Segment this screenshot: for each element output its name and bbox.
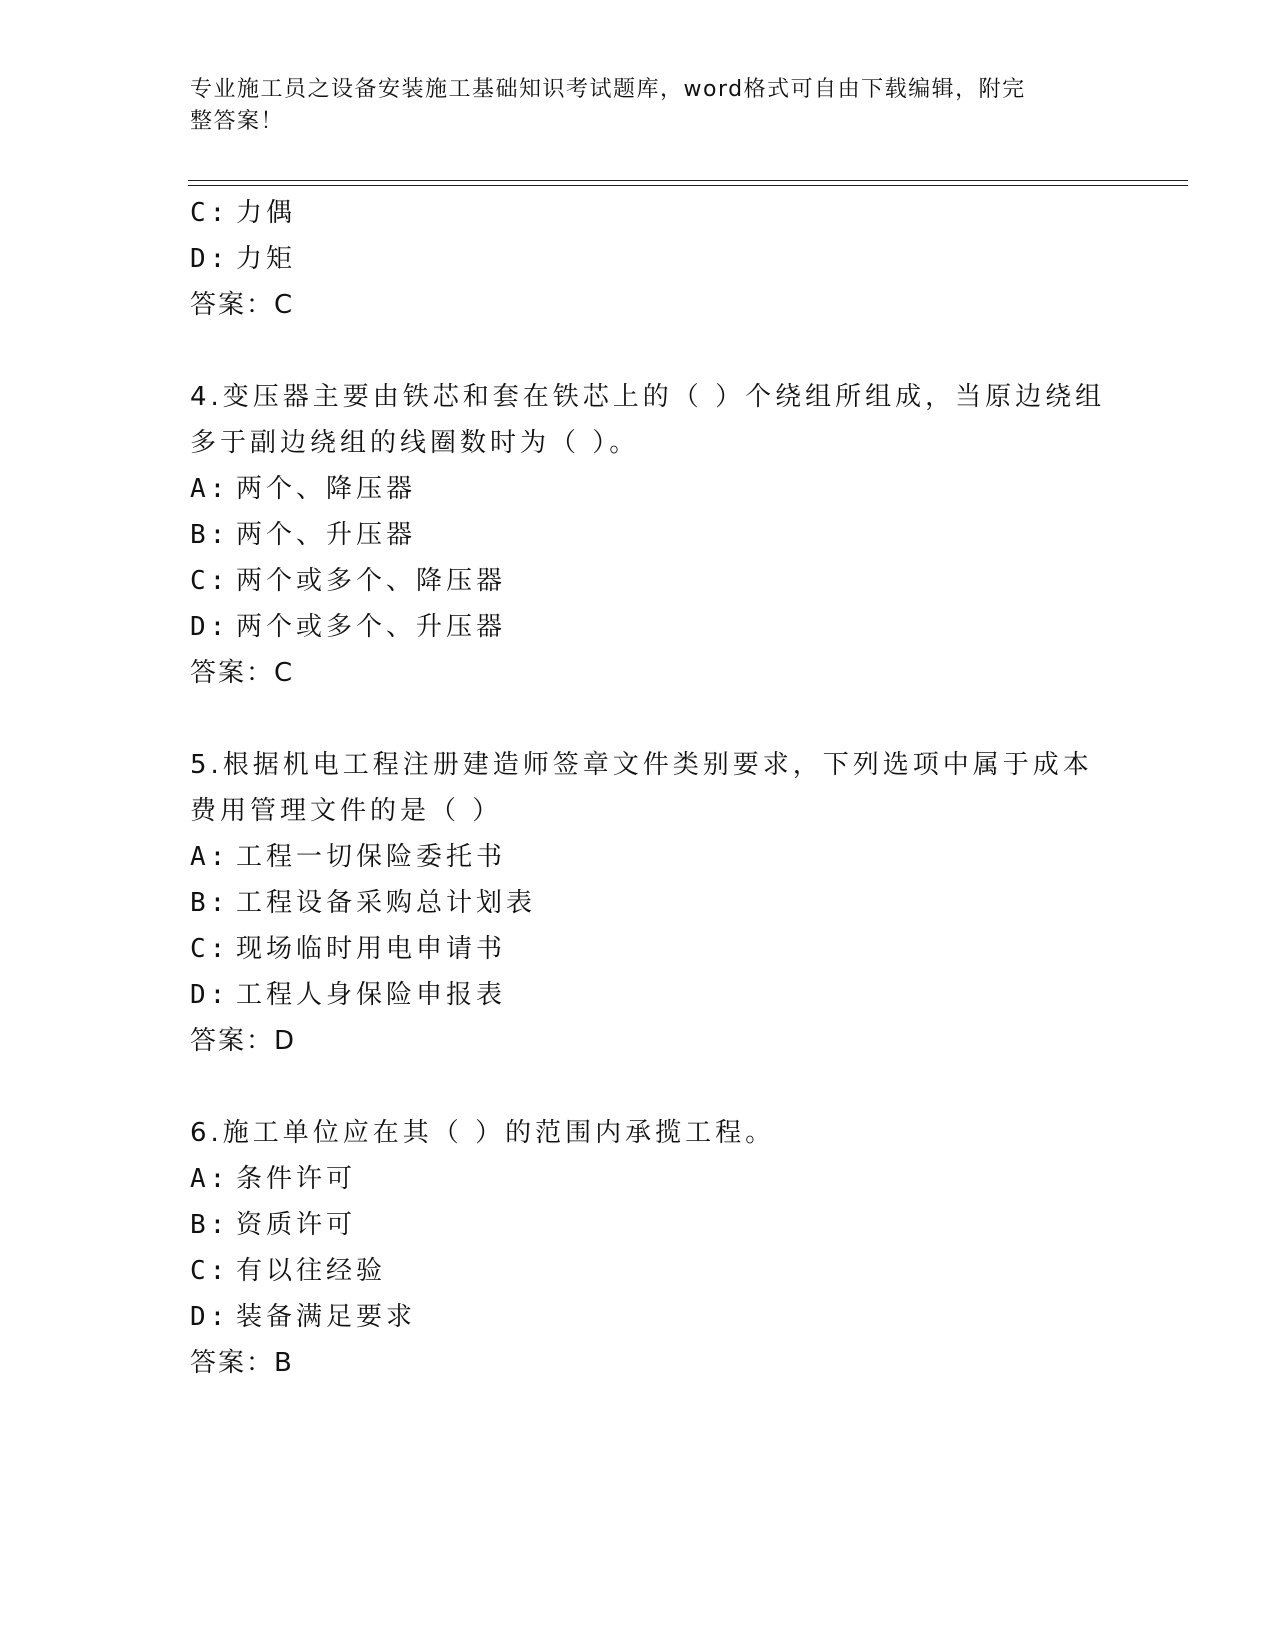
answer-line: 答案：C [190, 290, 295, 320]
question-stem-line: 5.根据机电工程注册建造师签章文件类别要求，下列选项中属于成本 [190, 750, 1093, 780]
answer-line: 答案：B [190, 1348, 294, 1378]
option-item [190, 512, 1090, 558]
option-text: 工程设备采购总计划表 [236, 888, 537, 918]
question-stem-line: 6.施工单位应在其（ ）的范围内承揽工程。 [190, 1118, 776, 1148]
question-stem-line: 多于副边绕组的线圈数时为（ ）。 [190, 428, 640, 458]
option-text: 力矩 [236, 244, 297, 274]
option-text: 装备满足要求 [236, 1302, 417, 1332]
option-letter: D: [190, 1302, 230, 1332]
option-text: 力偶 [236, 198, 297, 228]
option-item [190, 604, 1090, 650]
option-text: 两个、降压器 [236, 474, 417, 504]
option-item [190, 972, 1090, 1018]
option-item [190, 466, 1090, 512]
document-header [190, 74, 1070, 138]
option-text: 资质许可 [236, 1210, 357, 1240]
option-letter: B: [190, 888, 230, 918]
question-6 [190, 1110, 1090, 1386]
option-text: 两个或多个、升压器 [236, 612, 507, 642]
question-list [190, 190, 1106, 1386]
option-letter: C: [190, 1256, 230, 1286]
option-letter: D: [190, 612, 230, 642]
partial-question [190, 190, 1090, 328]
option-item [190, 1248, 1090, 1294]
option-text: 两个或多个、降压器 [236, 566, 507, 596]
option-item [190, 236, 1090, 282]
option-text: 有以往经验 [236, 1256, 387, 1286]
option-item [190, 1294, 1090, 1340]
option-item [190, 834, 1090, 880]
option-letter: A: [190, 1164, 230, 1194]
option-letter: A: [190, 842, 230, 872]
option-item [190, 1202, 1090, 1248]
header-line-2: 整答案！ [190, 109, 285, 134]
answer-line: 答案：C [190, 658, 295, 688]
option-item [190, 880, 1090, 926]
option-letter: D: [190, 980, 230, 1010]
option-letter: C: [190, 934, 230, 964]
option-text: 两个、升压器 [236, 520, 417, 550]
option-letter: C: [190, 198, 230, 228]
option-item [190, 1156, 1090, 1202]
header-divider-top [188, 180, 1188, 181]
option-item [190, 926, 1090, 972]
question-stem-line: 4.变压器主要由铁芯和套在铁芯上的（ ）个绕组所组成，当原边绕组 [190, 382, 1106, 412]
option-text: 工程一切保险委托书 [236, 842, 507, 872]
option-letter: A: [190, 474, 230, 504]
option-item [190, 190, 1090, 236]
option-item [190, 558, 1090, 604]
answer-line: 答案：D [190, 1026, 297, 1056]
option-letter: C: [190, 566, 230, 596]
option-letter: B: [190, 1210, 230, 1240]
option-text: 现场临时用电申请书 [236, 934, 507, 964]
option-text: 工程人身保险申报表 [236, 980, 507, 1010]
question-5 [190, 742, 1093, 1064]
header-line-1: 专业施工员之设备安装施工基础知识考试题库，word格式可自由下载编辑，附完 [190, 77, 1026, 102]
option-letter: D: [190, 244, 230, 274]
question-4 [190, 374, 1106, 696]
option-letter: B: [190, 520, 230, 550]
option-text: 条件许可 [236, 1164, 357, 1194]
question-stem-line: 费用管理文件的是（ ） [190, 796, 503, 826]
header-divider-bottom [188, 185, 1188, 186]
